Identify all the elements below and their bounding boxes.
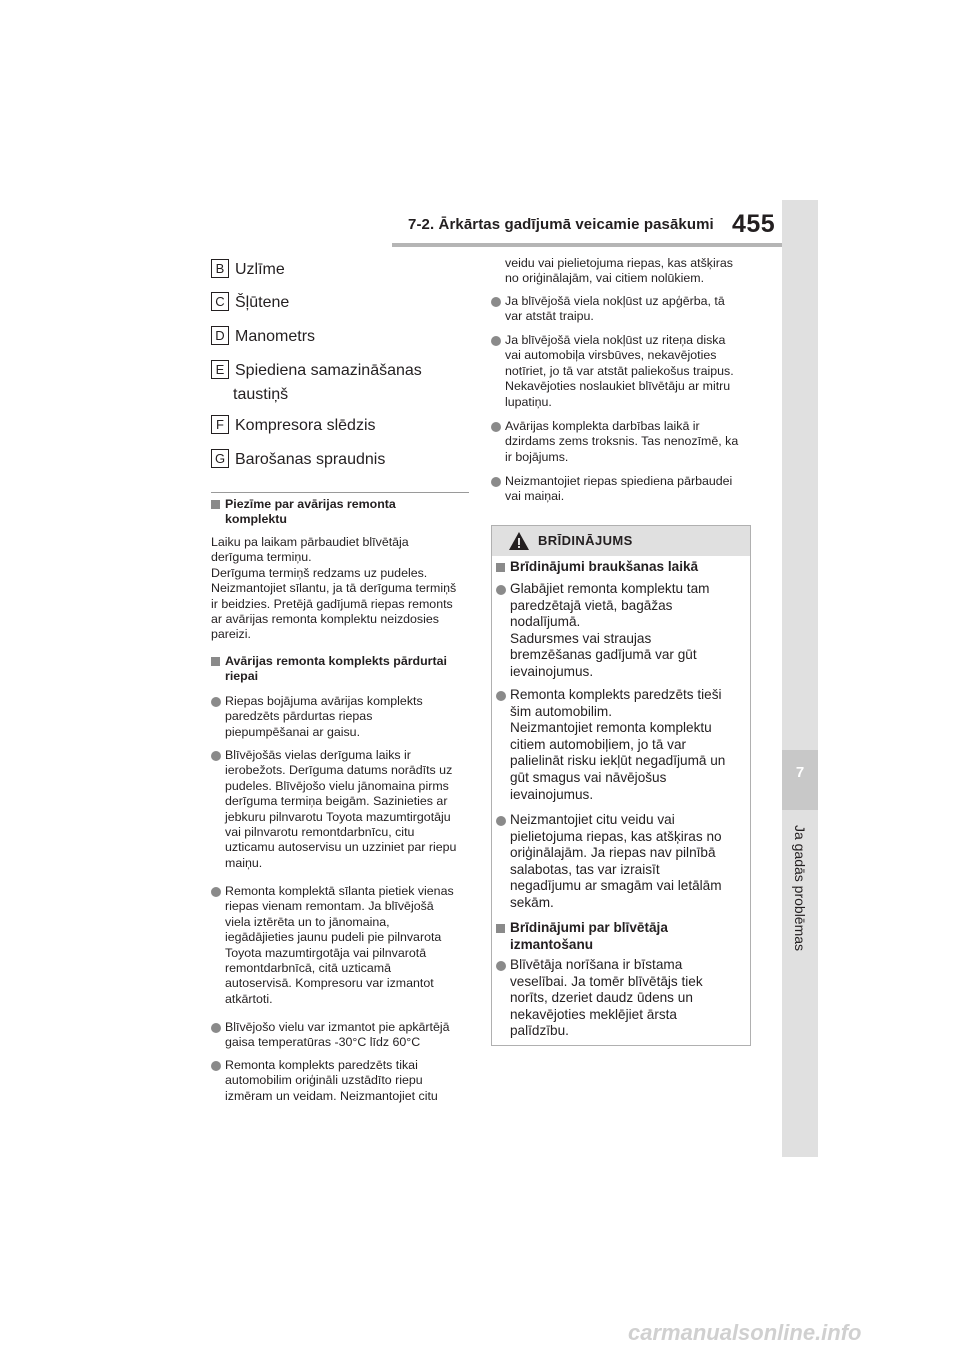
text-line: uzticamu autoservisu un uzziniet par riepu (225, 840, 457, 855)
label-letter: E (211, 360, 229, 379)
text-line: jebkuru pilnvarotu Toyota mazumtirgotāju (225, 809, 451, 824)
circle-bullet-icon (491, 477, 501, 487)
text-line: Neizmantojiet riepas spiediena pārbaudei (505, 474, 733, 488)
text-line: Remonta komplektā sīlanta pietiek vienas (225, 884, 454, 898)
text-line: vai pilnvarotu remontdarbnīcu, citu (225, 825, 415, 840)
text-line: Laiku pa laikam pārbaudiet blīvētāja (211, 535, 409, 549)
heading-line: Brīdinājumi braukšanas laikā (510, 559, 699, 574)
text-line: Blīvējošās vielas derīguma laiks ir (225, 748, 411, 762)
label-text: Barošanas spraudnis (235, 451, 386, 468)
text-line: Blīvētāja norīšana ir bīstama (510, 957, 683, 972)
text-line: var atstāt traipu. (505, 309, 594, 324)
circle-bullet-icon (496, 585, 506, 595)
heading-line: izmantošanu (510, 936, 594, 952)
label-text: Kompresora slēdzis (235, 417, 376, 434)
heading-line: Brīdinājumi par blīvētāja (510, 920, 668, 935)
text-line: vai maiņai. (505, 489, 565, 504)
text-line: palīdzību. (510, 1023, 569, 1039)
text-line: Nekavējoties noslaukiet blīvētāju ar mitru (505, 379, 731, 394)
circle-bullet-icon (211, 1023, 221, 1033)
text-line: dzirdams zems troksnis. Tas nenozīmē, ka (505, 434, 739, 449)
text-line: gūt smagus vai nāvējošus (510, 769, 667, 785)
text-line: gaisa temperatūras -30°C līdz 60°C (225, 1035, 421, 1050)
circle-bullet-icon (211, 697, 221, 707)
subsection-heading (211, 654, 471, 686)
text-line: Neizmantojiet sīlantu, ja tā derīguma termiņš (211, 581, 457, 596)
note-paragraph (211, 535, 471, 643)
heading-line: Avārijas remonta komplekts pārdurtai (225, 654, 447, 668)
text-line: automobilim oriģināli uzstādīto riepu (225, 1073, 423, 1088)
label-letter: C (211, 292, 229, 311)
text-line: pudeles. Blīvējošo vielu jānomaina pirms (225, 778, 449, 793)
text-line: Ja blīvējošā viela nokļūst uz riteņa diska (505, 333, 726, 347)
chapter-number-tab (782, 750, 818, 810)
square-bullet-icon (496, 563, 505, 572)
label-item (211, 415, 376, 437)
text-line: atkārtoti. (225, 991, 273, 1006)
label-text-continued: taustiņš (233, 386, 289, 403)
label-letter: D (211, 326, 229, 345)
text-line: no oriģinālajām, vai citiem nolūkiem. (505, 271, 705, 286)
text-line: derīguma termiņa beigām. Sazinieties ar (225, 794, 448, 809)
text-line: Avārijas komplekta darbības laikā ir (505, 419, 700, 433)
heading-line: Piezīme par avārijas remonta (225, 497, 396, 511)
section-divider (211, 492, 469, 493)
heading-line: riepai (225, 669, 259, 684)
text-line: ievainojumus. (510, 663, 594, 679)
label-letter: G (211, 449, 229, 468)
heading-line: komplektu (225, 512, 287, 527)
text-line: Ja blīvējošā viela nokļūst uz apģērba, tā (505, 294, 725, 308)
circle-bullet-icon (211, 887, 221, 897)
text-line: ir beidzies. Pretējā gadījumā riepas remonts (211, 596, 453, 611)
label-letter: B (211, 259, 229, 278)
text-line: veidu vai pielietojuma riepas, kas atšķiras (505, 256, 733, 270)
text-line: riepas vienam remontam. Ja blīvējošā (225, 899, 434, 914)
chapter-number: 7 (795, 764, 805, 781)
text-line: Neizmantojiet remonta komplektu (510, 720, 712, 736)
text-line: autoservisā. Kompresoru var izmantot (225, 976, 434, 991)
text-line: ierobežots. Derīguma datums norādīts uz (225, 763, 453, 778)
text-line: palielināt risku iekļūt negadījumā un (510, 753, 726, 769)
text-line: paredzētajā vietā, bagāžas (510, 597, 673, 613)
text-line: Blīvējošo vielu var izmantot pie apkārtējā (225, 1020, 450, 1034)
label-item (211, 326, 315, 348)
circle-bullet-icon (491, 422, 501, 432)
text-line: ar avārijas remonta komplektu neizdosies (211, 612, 439, 627)
continued-paragraph (505, 256, 765, 287)
text-line: pareizi. (211, 627, 251, 642)
label-item (211, 360, 422, 382)
watermark: carmanualsonline.info (628, 1320, 862, 1345)
label-text: Spiediena samazināšanas (235, 362, 422, 379)
section-title: 7-2. Ārkārtas gadījumā veicamie pasākumi (408, 216, 714, 233)
label-item (211, 292, 289, 314)
circle-bullet-icon (496, 961, 506, 971)
warning-triangle-icon (508, 531, 530, 551)
label-text: Manometrs (235, 328, 316, 345)
circle-bullet-icon (491, 297, 501, 307)
text-line: sekām. (510, 894, 554, 910)
chapter-side-tab (782, 200, 818, 1157)
text-line: citiem automobiļiem, jo tā var (510, 736, 687, 752)
circle-bullet-icon (211, 1061, 221, 1071)
warning-title: BRĪDINĀJUMS (538, 533, 633, 548)
header-rule (392, 243, 784, 247)
text-line: Sadursmes vai straujas (510, 630, 652, 646)
circle-bullet-icon (496, 691, 506, 701)
square-bullet-icon (211, 657, 220, 666)
text-line: ievainojumus. (510, 786, 594, 802)
text-line: izmēram un veidam. Neizmantojiet citu (225, 1088, 438, 1103)
text-line: pielietojuma riepas, kas atšķiras no (510, 828, 722, 844)
text-line: vai automobiļa virsbūves, nekavējoties (505, 348, 717, 363)
circle-bullet-icon (211, 751, 221, 761)
chapter-title: Ja gadās problēmas (792, 824, 808, 952)
text-line: derīguma termiņu. (211, 550, 312, 565)
label-text: Šļūtene (235, 294, 290, 311)
note-heading (211, 497, 471, 529)
text-line: paredzēts pārdurtas riepas (225, 709, 373, 724)
label-item (211, 259, 285, 281)
text-line: maiņu. (225, 855, 263, 870)
label-text: Uzlīme (235, 261, 285, 278)
label-letter: F (211, 415, 229, 434)
text-line: Remonta komplekts paredzēts tikai (225, 1058, 418, 1072)
label-item (211, 449, 385, 471)
text-line: piepumpēšanai ar gaisu. (225, 724, 361, 739)
text-line: notīriet, jo tā var atstāt paliekošus traipus. (505, 363, 734, 378)
text-line: bremzēšanas gadījumā var gūt (510, 647, 697, 663)
text-line: norīts, dzeriet daudz ūdens un (510, 990, 693, 1006)
text-line: Derīguma termiņš redzams uz pudeles. (211, 565, 428, 580)
text-line: negadījumu ar smagām vai letālām (510, 878, 722, 894)
warning-heading (496, 559, 746, 577)
square-bullet-icon (211, 500, 220, 509)
text-line: ir bojājums. (505, 449, 569, 464)
text-line: nekavējoties meklējiet ārsta (510, 1006, 677, 1022)
square-bullet-icon (496, 924, 505, 933)
text-line: lupatiņu. (505, 394, 552, 409)
text-line: nodalījumā. (510, 614, 581, 630)
page-number: 455 (732, 210, 776, 238)
text-line: Toyota mazumtirgotāja vai pilnvarotā (225, 945, 427, 960)
circle-bullet-icon (496, 816, 506, 826)
text-line: Neizmantojiet citu veidu vai (510, 812, 675, 827)
text-line: oriģinālajām. Ja riepas nav pilnībā (510, 845, 716, 861)
warning-heading (496, 920, 746, 954)
text-line: remontdarbnīcā, citā uzticamā (225, 961, 391, 976)
text-line: salabotas, tas var izraisīt (510, 861, 660, 877)
text-line: Glabājiet remonta komplektu tam (510, 581, 710, 596)
text-line: Riepas bojājuma avārijas komplekts (225, 694, 423, 708)
circle-bullet-icon (491, 336, 501, 346)
text-line: viela iztērēta un to jānomaina, (225, 914, 390, 929)
text-line: šim automobilim. (510, 703, 612, 719)
text-line: Remonta komplekts paredzēts tieši (510, 687, 722, 702)
text-line: veselībai. Ja tomēr blīvētājs tiek (510, 973, 703, 989)
text-line: iegādājieties jaunu pudeli pie pilnvarota (225, 930, 442, 945)
